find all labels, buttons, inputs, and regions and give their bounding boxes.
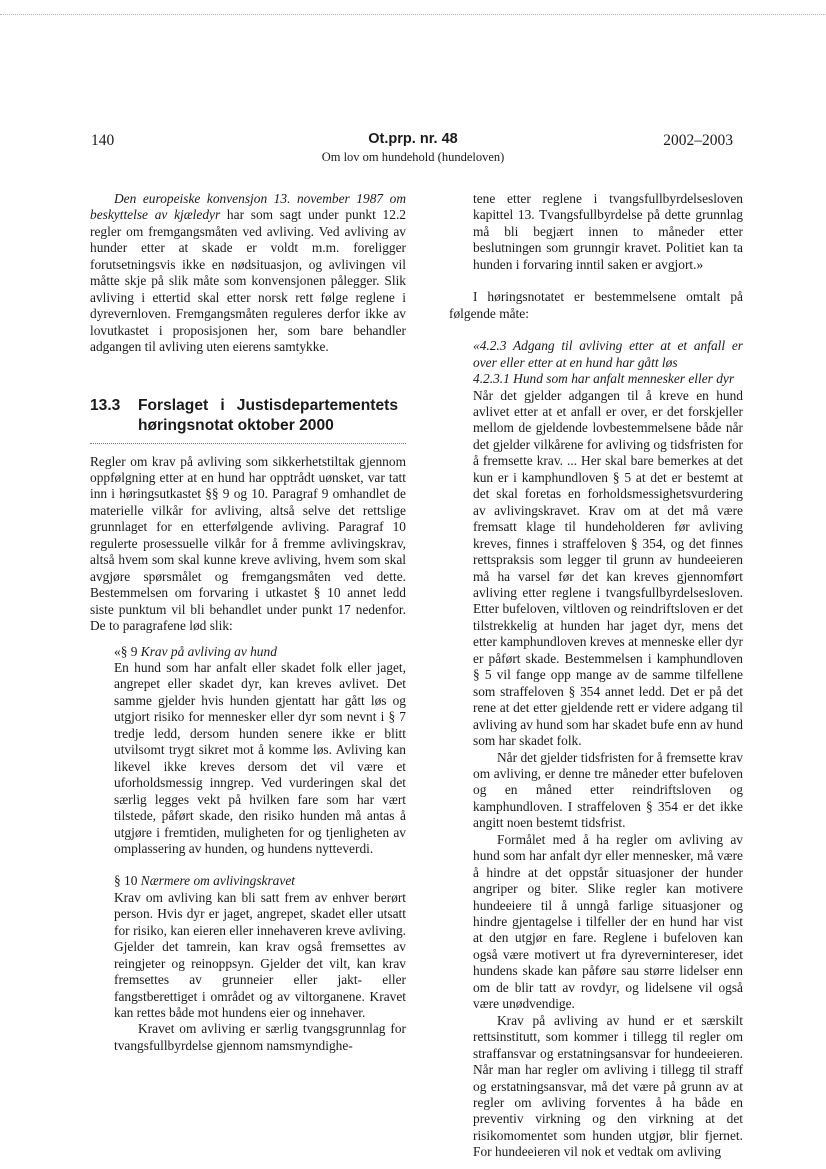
quote-open-10: § 10 <box>114 873 141 889</box>
hearing-paragraph-2: Når det gjelder tidsfristen for å fremsette krav om avliving, er denne tre måneder etter bufeloven og en måned etter reindriftsloven og kamphundloven. I straffeloven § 354 er det ikke angitt noen bestemt tidsfrist. <box>473 749 743 831</box>
hearing-note-quote <box>449 338 743 1161</box>
quoted-paragraph-9 <box>90 644 406 858</box>
convention-title: Den europeiske konvensjon 13. november 1987 om beskyttelse av kjæledyr <box>90 191 406 223</box>
hearing-paragraph-4: Krav på avliving av hund er et særskilt rettsinstitutt, som kommer i tillegg til regler om straffansvar og erstatningsansvar for hundeeieren. Når man har regler om avliving i tillegg til straff og erstatningsansvar, må det være på grunn av at regler om avliving forventes å ha både en preventiv virkning og den virkning at det risikomomentet som hunden utgjør, blir fjernet. For hundeeieren vil nok et vedtak om avliving <box>473 1012 743 1160</box>
quote-continuation <box>449 191 743 273</box>
paragraph-9-body: En hund som har anfalt eller skadet folk eller jaget, angrepet eller skadet dyr, kan kreves avlivet. Det samme gjelder hvis hunden gjentatt har gått løs og utgjort risiko for mennesker eller dyr som nevnt i § 7 tredje ledd, dersom hunden senere ikke er blitt utvilsomt trygt sikret mot å komme løs. Avliving kan likevel ikke kreves dersom det vil være et uforholdsmessig inngrep. Ved vurderingen skal det særlig legges vekt på hvilken fare som har vært tilstede, påført skade, den risiko hunden må antas å utgjøre i fremtiden, muligheten for og tjenligheten av omplassering av hunden, og hundens nytteverdi. <box>114 659 406 856</box>
quote-continuation-text: tene etter reglene i tvangsfullbyrdelsesloven kapittel 13. Tvangsfullbyrdelse på dette grunnlag må bli begjært innen to måneder etter beslutningen som grunngir kravet. Politiet kan ta hunden i forvaring inntil saken er avgjort.» <box>473 191 743 272</box>
paragraph-10-body: Krav om avliving kan bli satt frem av enhver berørt person. Hvis dyr er jaget, angrepet, skadet eller utsatt for risiko, kan eieren eller innehaveren kreve avliving. Gjelder det tamrein, kan krav også fremsettes av reingjeter og reinoppsyn. Gjelder det vilt, kan krav fremsettes av grunneier eller jakt- eller fangstberettiget i området og av viltorganene. Kravet kan rettes både mot hundens eier og innehaver. <box>114 889 406 1021</box>
session-year: 2002–2003 <box>663 132 733 149</box>
intro-paragraph <box>90 191 406 356</box>
right-column <box>449 191 743 1161</box>
quote-open-9: «§ 9 <box>114 643 141 659</box>
hearing-heading-4-2-3-1: 4.2.3.1 Hund som har anfalt mennesker eller dyr <box>473 371 735 387</box>
left-column <box>90 191 406 1054</box>
section-number: 13.3 <box>90 396 121 414</box>
document-subtitle: Om lov om hundehold (hundeloven) <box>321 150 505 164</box>
paragraph-10-heading: Nærmere om avlivingskravet <box>140 873 295 889</box>
hearing-heading-4-2-3: «4.2.3 Adgang til avliving etter at et anfall er over eller etter at en hund har gått løs <box>473 338 743 370</box>
hearing-paragraph-1: Når det gjelder adgangen til å kreve en hund avlivet etter at et anfall er over, er det forskjeller mellom de gjeldende lovbestemmelsene både når det gjelder vilkårene for avliving og tidsfristen for å fremsette krav. ... Her skal bare bemerkes at det kun er i kamphundloven § 5 at det er bestemt at det skal foretas en forholdsmessighetsvurdering av avlivingskravet. Krav om at det må være fremsatt klage til hundeholderen før avliving kreves, finnes i straffeloven § 354, og det finnes rettspraksis som legger til grunn av hundeeieren må ha varsel før det kan kreves gjennomført avliving etter reglene i tvangsfullbyrdelsesloven. Etter bufeloven, viltloven og reindriftsloven er det tilstrekkelig at hunden har jaget dyr, mens det etter kamphundloven kreves at menneske eller dyr er påført skade. Bestemmelsen i kamphundloven § 5 vil fange opp mange av de samme tilfellene som straffeloven § 354 annet ledd. Det er på det rene at det etter gjeldende rett er videre adgang til avliving av hund som har skadet bufe enn av hund som har skadet folk. <box>473 387 743 749</box>
scan-edge-line <box>0 14 826 15</box>
paragraph-10-body-second: Kravet om avliving er særlig tvangsgrunnlag for tvangsfullbyrdelse gjennom namsmyndighe- <box>114 1021 406 1053</box>
page-number: 140 <box>91 132 115 149</box>
intro-paragraph-text: har som sagt under punkt 12.2 regler om fremgangsmåten ved avliving. Ved avliving av hunder etter at skade er voldt m.m. foreligger forutsetningsvis ikke en nødsituasjon, og avlivingen vil måtte skje på slik måte som konvensjonen pålegger. Slik avliving i ettertid skal etter norsk rett følge reglene i dyrevernloven. Fremgangsmåten reguleres derfor ikke av lovutkastet i proposisjonen her, som bare behandler adgangen til avliving uten eierens samtykke. <box>90 207 406 355</box>
section-title: Forslaget i Justisdepartementets høringsnotat oktober 2000 <box>138 396 398 434</box>
section-heading <box>90 396 406 444</box>
document-title: Ot.prp. nr. 48 <box>368 131 458 147</box>
section-paragraph: Regler om krav på avliving som sikkerhetstiltak gjennom oppfølgning etter at en hund har opptrådt uønsket, var tatt inn i høringsutkastet §§ 9 og 10. Paragraf 9 omhandlet de materielle vilkår for avliving, altså selve det rettslige grunnlaget for en etterfølgende avliving. Paragraf 10 regulerte prosessuelle vilkår for å fremme avlivingskrav, altså hvem som skal kunne kreve avliving, hvem som skal avgjøre spørsmålet og fremgangsmåten ved dette. Bestemmelsen om forvaring i utkastet § 10 annet ledd siste punktum vil bli behandlet under punkt 17 nedenfor. De to paragrafene lød slik: <box>90 453 406 634</box>
hearing-intro-paragraph: I høringsnotatet er bestemmelsene omtalt på følgende måte: <box>449 289 743 321</box>
quoted-paragraph-10 <box>90 873 406 1054</box>
paragraph-9-heading: Krav på avliving av hund <box>140 643 277 659</box>
hearing-paragraph-3: Formålet med å ha regler om avliving av hund som har anfalt dyr eller mennesker, må være å hindre at det oppstår situasjoner der hunder angriper og biter. Slike regler kan motivere hundeeiere til å unngå farlige situasjoner og hindre gjentagelse i tilfeller der en hund har vist at den utgjør en fare. Reglene i bufeloven kan også være motivert ut fra dyrevernintereser, idet hundens skade kan påføre sau større lidelser enn om de blir tatt av rovdyr, og lidelsene vil også være unødvendige. <box>473 831 743 1012</box>
